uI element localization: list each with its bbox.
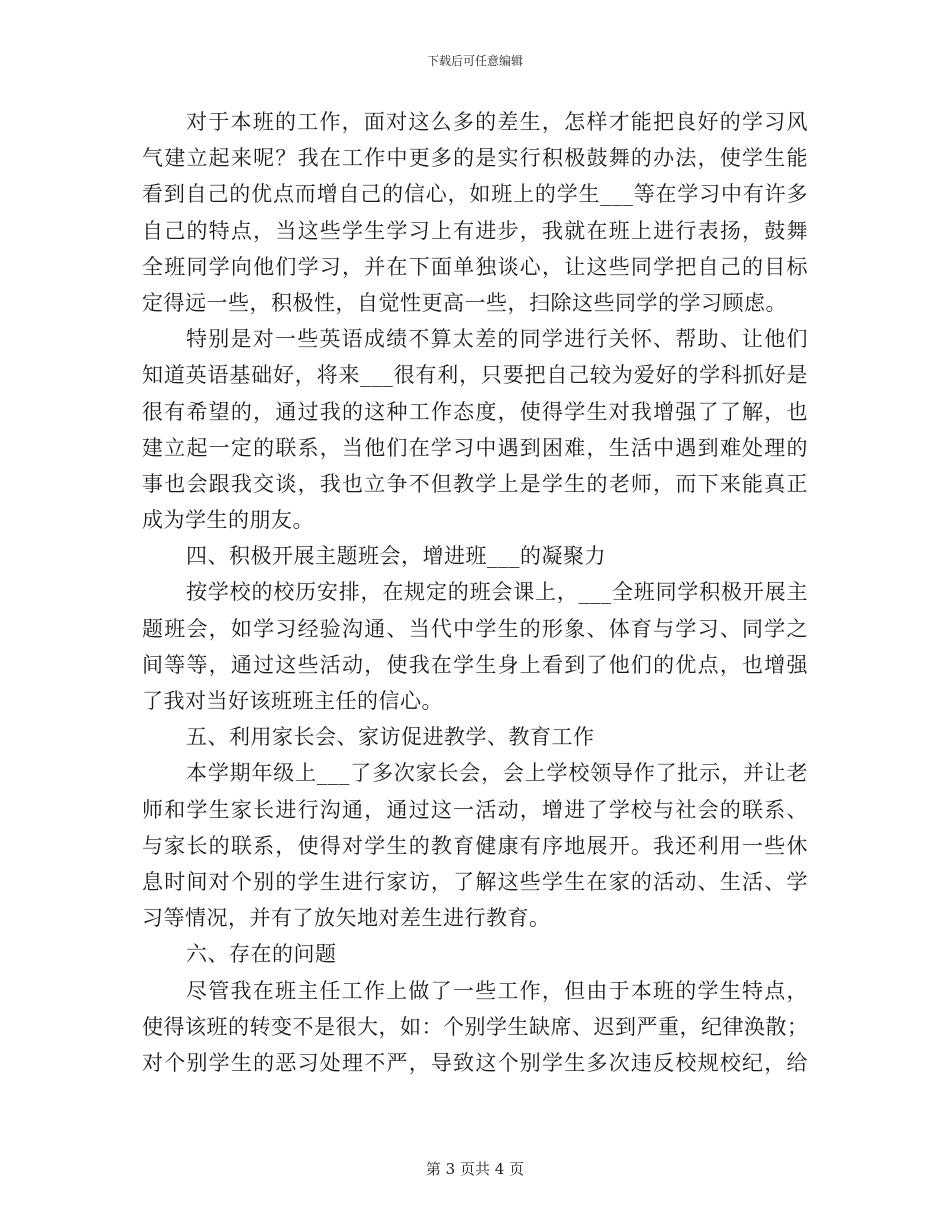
text-line: 习等情况，并有了放矢地对差生进行教育。	[142, 906, 551, 931]
text-line: 全班同学向他们学习，并在下面单独谈心，让这些同学把自己的目标	[142, 254, 808, 279]
text-line: 间等等，通过这些活动，使我在学生身上看到了他们的优点，也增强	[142, 652, 808, 677]
text-line: 尽管我在班主任工作上做了一些工作，但由于本班的学生特点，	[186, 978, 808, 1003]
text-line: 息时间对个别的学生进行家访，了解这些学生在家的活动、生活、学	[142, 869, 808, 894]
text-line: 成为学生的朋友。	[142, 508, 314, 533]
page-header: 下载后可任意编辑	[426, 54, 523, 68]
text-line: 建立起一定的联系，当他们在学习中遇到困难，生活中遇到难处理的	[142, 435, 808, 460]
text-line: 事也会跟我交谈，我也立争不但教学上是学生的老师，而下来能真正	[142, 471, 808, 496]
text-line: 师和学生家长进行沟通，通过这一活动，增进了学校与社会的联系、	[142, 797, 808, 822]
text-line: 五、利用家长会、家访促进教学、教育工作	[186, 725, 595, 750]
text-line: 按学校的校历安排，在规定的班会课上，___全班同学积极开展主	[186, 580, 808, 605]
text-line: 气建立起来呢？我在工作中更多的是实行积极鼓舞的办法，使学生能	[142, 146, 808, 171]
text-line: 自己的特点，当这些学生学习上有进步，我就在班上进行表扬，鼓舞	[142, 218, 808, 243]
text-line: 本学期年级上___了多次家长会，会上学校领导作了批示，并让老	[186, 761, 808, 786]
text-line: 与家长的联系，使得对学生的教育健康有序地展开。我还利用一些休	[142, 833, 808, 858]
text-line: 看到自己的优点而增自己的信心，如班上的学生___等在学习中有许多	[142, 182, 808, 207]
document-body	[142, 104, 808, 1081]
text-line: 知道英语基础好，将来___很有利，只要把自己较为爱好的学科抓好是	[142, 363, 808, 388]
text-line: 了我对当好该班班主任的信心。	[142, 689, 443, 713]
text-line: 六、存在的问题	[186, 942, 337, 967]
text-line: 题班会，如学习经验沟通、当代中学生的形象、体育与学习、同学之	[142, 616, 808, 641]
text-line: 四、积极开展主题班会，增进班___的凝聚力	[186, 544, 606, 569]
text-line: 特别是对一些英语成绩不算太差的同学进行关怀、帮助、让他们	[186, 327, 808, 352]
text-line: 很有希望的，通过我的这种工作态度，使得学生对我增强了了解，也	[142, 399, 808, 424]
text-line: 对个别学生的恶习处理不严，导致这个别学生多次违反校规校纪，给	[142, 1050, 808, 1075]
text-line: 定得远一些，积极性，自觉性更高一些，扫除这些同学的学习顾虑。	[142, 290, 787, 315]
text-line: 使得该班的转变不是很大，如：个别学生缺席、迟到严重，纪律涣散；	[142, 1014, 808, 1039]
text-line: 对于本班的工作，面对这么多的差生，怎样才能把良好的学习风	[186, 110, 808, 134]
page-footer: 第 3 页共 4 页	[425, 1160, 525, 1178]
